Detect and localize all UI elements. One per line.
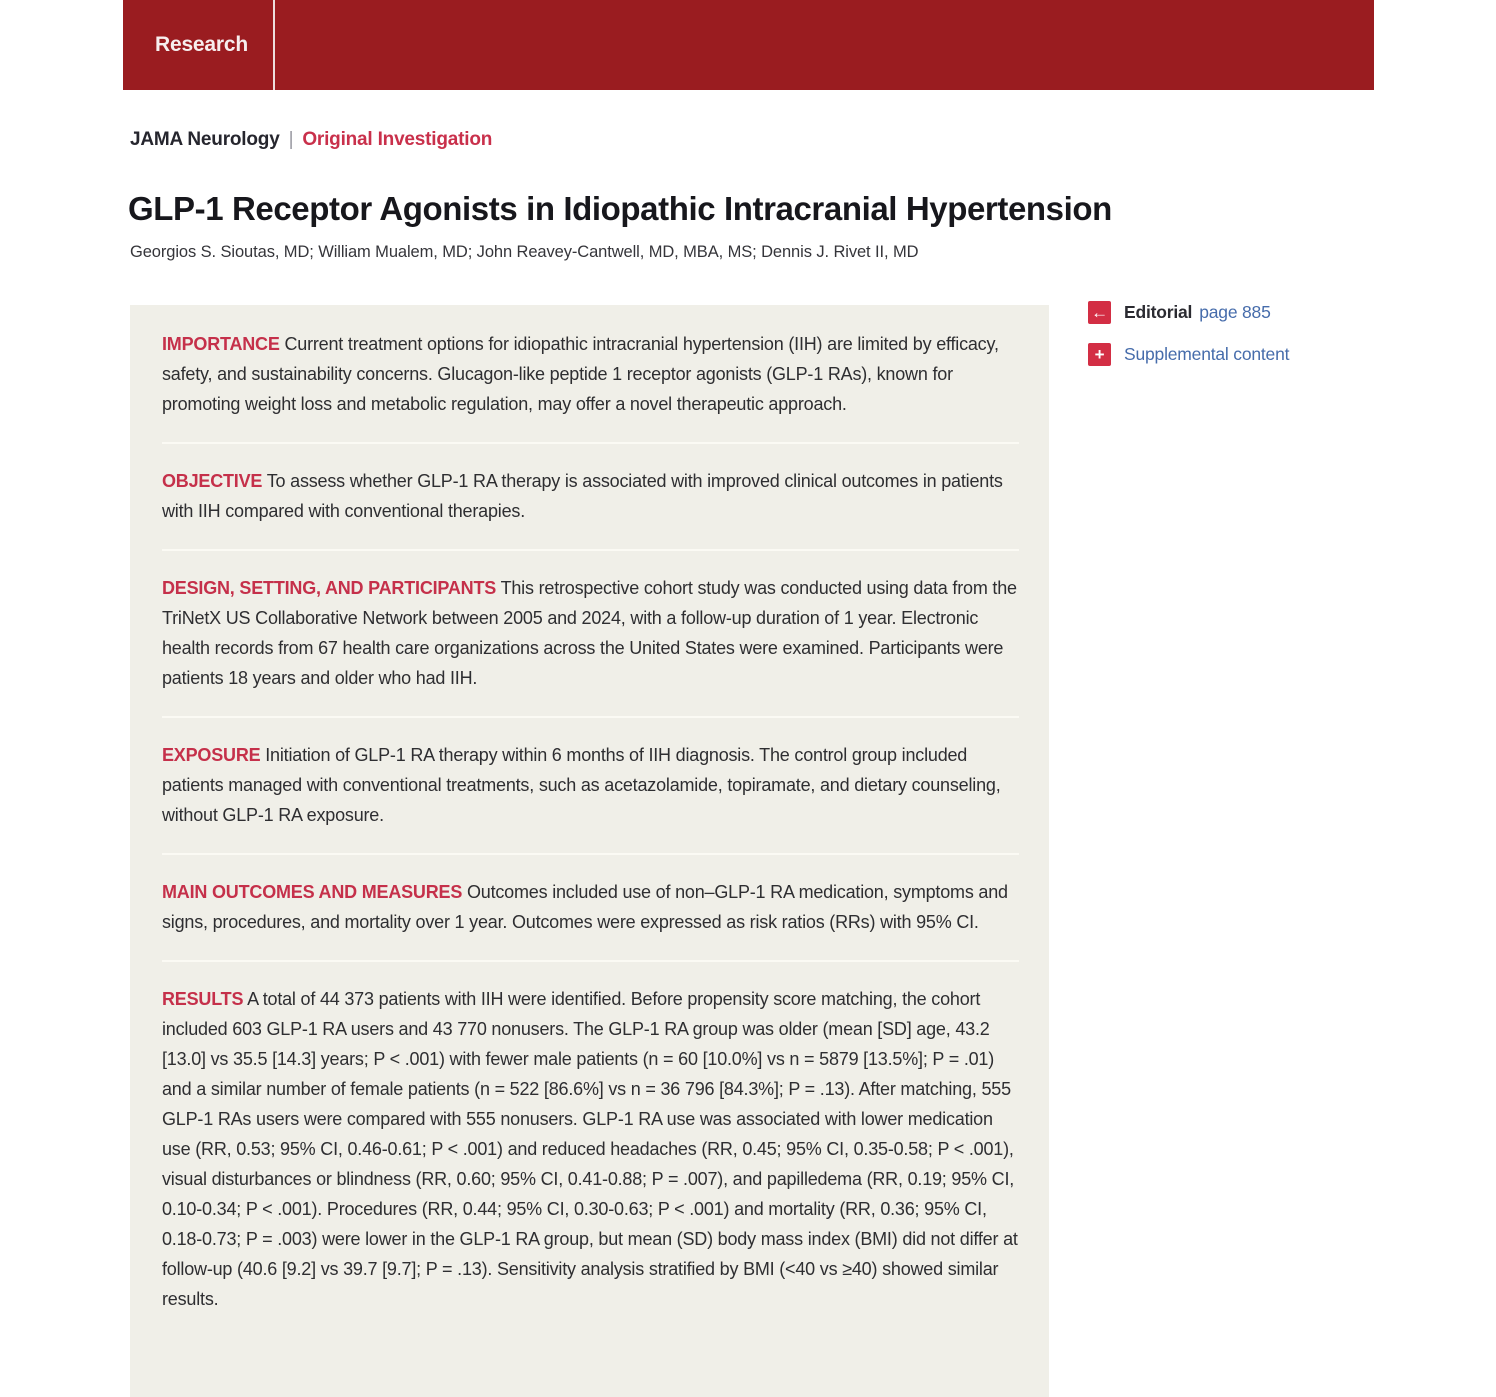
section-text: Outcomes included use of non–GLP-1 RA medication, symptoms and signs, procedures, and mortality over 1 year. Outcomes were expressed as risk ratios (RRs) with 95% CI.: [162, 882, 1008, 932]
section-label: RESULTS: [162, 989, 244, 1009]
abstract-panel: [130, 305, 1049, 1397]
abstract-section-objective: [162, 442, 1019, 549]
abstract-section-results: [162, 960, 1019, 1337]
section-text: A total of 44 373 patients with IIH were identified. Before propensity score matching, the cohort included 603 GLP-1 RA users and 43 770 nonusers. The GLP-1 RA group was older (mean [SD] age, 43.2 [13.0] vs 35.5 [14.3] years; P < .001) with fewer male patients (n = 60 [10.0%] vs n = 5879 [13.5%]; P = .01) and a similar number of female patients (n = 522 [86.6%] vs n = 36 796 [84.3%]; P = .13). After matching, 555 GLP-1 RAs users were compared with 555 nonusers. GLP-1 RA use was associated with lower medication use (RR, 0.53; 95% CI, 0.46-0.61; P < .001) and reduced headaches (RR, 0.45; 95% CI, 0.35-0.58; P < .001), visual disturbances or blindness (RR, 0.60; 95% CI, 0.41-0.88; P = .007), and papilledema (RR, 0.19; 95% CI, 0.10-0.34; P < .001). Procedures (RR, 0.44; 95% CI, 0.30-0.63; P < .001) and mortality (RR, 0.36; 95% CI, 0.18-0.73; P = .003) were lower in the GLP-1 RA group, but mean (SD) body mass index (BMI) did not differ at follow-up (40.6 [9.2] vs 39.7 [9.7]; P = .13). Sensitivity analysis stratified by BMI (<40 vs ≥40) showed similar results.: [162, 989, 1018, 1309]
supplemental-content-link[interactable]: Supplemental content: [1124, 344, 1290, 364]
abstract-section-outcomes: [162, 853, 1019, 960]
section-label: DESIGN, SETTING, AND PARTICIPANTS: [162, 578, 497, 598]
section-label: MAIN OUTCOMES AND MEASURES: [162, 882, 463, 902]
section-text: Initiation of GLP-1 RA therapy within 6 months of IIH diagnosis. The control group included patients managed with conventional treatments, such as acetazolamide, topiramate, and dietary counseling, without GLP-1 RA exposure.: [162, 745, 1001, 825]
plus-icon: +: [1088, 343, 1111, 366]
kicker-separator: |: [288, 129, 294, 150]
section-text: To assess whether GLP-1 RA therapy is associated with improved clinical outcomes in patients with IIH compared with conventional therapies.: [162, 471, 1003, 521]
journal-header-bar: [123, 0, 1374, 90]
editorial-page-link[interactable]: page 885: [1199, 302, 1271, 322]
related-content-sidebar: [1088, 301, 1448, 385]
article-type-label: Original Investigation: [302, 129, 493, 150]
abstract-section-design: [162, 549, 1019, 716]
editorial-row: [1088, 301, 1448, 324]
research-section-label: Research: [155, 33, 248, 56]
section-label: OBJECTIVE: [162, 471, 263, 491]
journal-name: JAMA Neurology: [130, 129, 280, 150]
section-text: Current treatment options for idiopathic intracranial hypertension (IIH) are limited by efficacy, safety, and sustainability concerns. Glucagon-like peptide 1 receptor agonists (GLP-1 RAs), known for promoting weight loss and metabolic regulation, may offer a novel therapeutic approach.: [162, 334, 999, 414]
abstract-section-importance: [162, 307, 1019, 442]
header-divider: [273, 0, 275, 90]
supplemental-row: [1088, 343, 1448, 366]
arrow-left-icon: ←: [1088, 301, 1111, 324]
section-label: IMPORTANCE: [162, 334, 280, 354]
page-title: GLP-1 Receptor Agonists in Idiopathic Intracranial Hypertension: [128, 190, 1112, 228]
abstract-section-exposure: [162, 716, 1019, 853]
kicker-line: [130, 129, 492, 151]
section-label: EXPOSURE: [162, 745, 261, 765]
authors-line: Georgios S. Sioutas, MD; William Mualem, MD; John Reavey-Cantwell, MD, MBA, MS; Dennis J. Rivet II, MD: [130, 243, 919, 261]
section-text: This retrospective cohort study was conducted using data from the TriNetX US Collaborative Network between 2005 and 2024, with a follow-up duration of 1 year. Electronic health records from 67 health care organizations across the United States were examined. Participants were patients 18 years and older who had IIH.: [162, 578, 1017, 688]
editorial-label: Editorial: [1124, 302, 1193, 322]
